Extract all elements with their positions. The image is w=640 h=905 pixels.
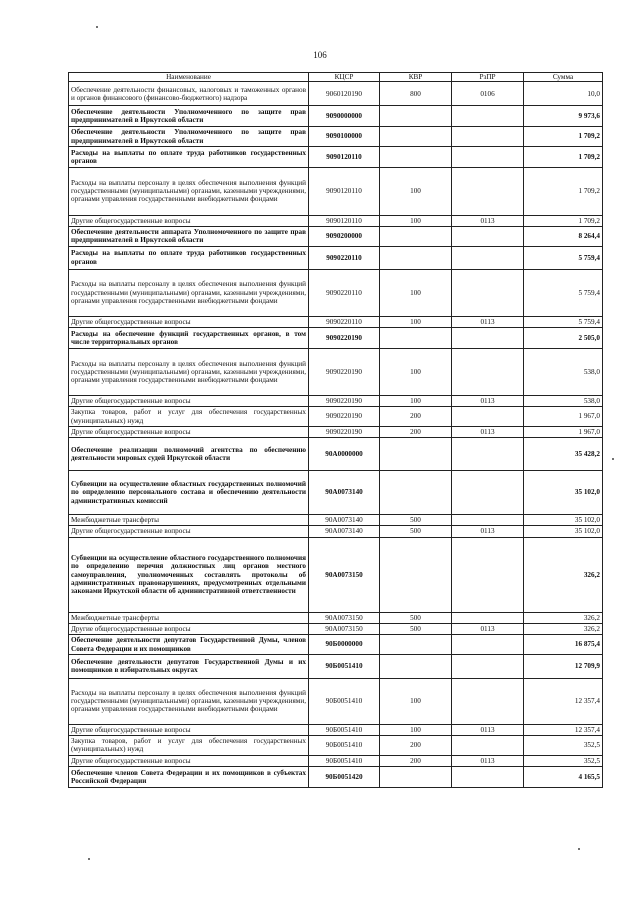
cell-kvr: 500	[380, 612, 452, 623]
cell-name: Другие общегосударственные вопросы	[69, 623, 309, 634]
cell-rzpr	[452, 736, 524, 756]
table-row	[69, 515, 603, 526]
cell-kcsr: 9060120190	[309, 82, 380, 106]
cell-kvr	[380, 635, 452, 655]
cell-name: Другие общегосударственные вопросы	[69, 724, 309, 735]
cell-kvr	[380, 106, 452, 127]
cell-kvr: 100	[380, 724, 452, 735]
cell-sum: 352,5	[524, 755, 603, 766]
table-row	[69, 167, 603, 215]
cell-sum: 12 357,4	[524, 678, 603, 724]
cell-sum: 326,2	[524, 612, 603, 623]
table-row	[69, 215, 603, 226]
cell-rzpr	[452, 348, 524, 395]
table-row	[69, 269, 603, 316]
table-row	[69, 438, 603, 471]
cell-sum: 10,0	[524, 82, 603, 106]
cell-sum: 2 505,0	[524, 327, 603, 348]
cell-rzpr: 0113	[452, 395, 524, 406]
cell-sum: 35 428,2	[524, 438, 603, 471]
cell-rzpr	[452, 766, 524, 787]
cell-kcsr: 9090220190	[309, 426, 380, 437]
column-header-rzpr: РзПР	[452, 73, 524, 82]
table-row	[69, 407, 603, 427]
table-row	[69, 635, 603, 655]
cell-rzpr: 0113	[452, 316, 524, 327]
cell-kcsr: 90Б0000000	[309, 635, 380, 655]
cell-name: Другие общегосударственные вопросы	[69, 526, 309, 537]
cell-sum: 5 759,4	[524, 269, 603, 316]
cell-kcsr: 90Б0051410	[309, 654, 380, 678]
cell-kvr: 800	[380, 82, 452, 106]
page-number: 106	[313, 50, 327, 60]
table-row	[69, 755, 603, 766]
cell-name: Субвенции на осуществление областных государственных полномочий по определению персонального состава и обеспечению деятельности административных комиссий	[69, 471, 309, 515]
cell-kcsr: 9090220110	[309, 246, 380, 269]
cell-kcsr: 90А0073150	[309, 537, 380, 612]
cell-kcsr: 9090200000	[309, 227, 380, 247]
cell-kcsr: 90А0073140	[309, 471, 380, 515]
cell-rzpr	[452, 438, 524, 471]
cell-rzpr	[452, 246, 524, 269]
cell-rzpr	[452, 612, 524, 623]
cell-sum: 35 102,0	[524, 526, 603, 537]
cell-kvr: 200	[380, 755, 452, 766]
cell-kvr	[380, 654, 452, 678]
cell-kvr: 100	[380, 348, 452, 395]
cell-name: Закупка товаров, работ и услуг для обеспечения государственных (муниципальных) нужд	[69, 407, 309, 427]
table-row	[69, 106, 603, 127]
cell-name: Расходы на выплаты персоналу в целях обеспечения выполнения функций государственными (муниципальными) органами, казенными учреждениями, органами управления государственными внебюджетными фондами	[69, 348, 309, 395]
cell-kvr: 500	[380, 515, 452, 526]
cell-rzpr	[452, 515, 524, 526]
cell-kcsr: 9090100000	[309, 127, 380, 147]
cell-kcsr: 9090120110	[309, 167, 380, 215]
cell-kcsr: 9090220110	[309, 269, 380, 316]
cell-kcsr: 9090220190	[309, 407, 380, 427]
column-header-kcsr: КЦСР	[309, 73, 380, 82]
cell-kcsr: 90А0073140	[309, 515, 380, 526]
cell-kcsr: 90Б0051420	[309, 766, 380, 787]
cell-rzpr	[452, 327, 524, 348]
cell-kvr: 100	[380, 678, 452, 724]
cell-sum: 8 264,4	[524, 227, 603, 247]
column-header-kvr: КВР	[380, 73, 452, 82]
table-row	[69, 471, 603, 515]
scan-speck	[578, 848, 580, 850]
cell-kcsr: 90Б0051410	[309, 755, 380, 766]
table-row	[69, 654, 603, 678]
cell-name: Обеспечение деятельности депутатов Государственной Думы и их помощников в избирательных округах	[69, 654, 309, 678]
cell-rzpr	[452, 227, 524, 247]
table-body	[69, 82, 603, 788]
cell-kvr: 200	[380, 426, 452, 437]
table-row	[69, 127, 603, 147]
cell-rzpr: 0106	[452, 82, 524, 106]
table-row	[69, 526, 603, 537]
cell-name: Обеспечение деятельности финансовых, налоговых и таможенных органов и органов финансового (финансово-бюджетного) надзора	[69, 82, 309, 106]
cell-sum: 5 759,4	[524, 246, 603, 269]
cell-kcsr: 90А0000000	[309, 438, 380, 471]
cell-sum: 326,2	[524, 537, 603, 612]
cell-name: Обеспечение членов Совета Федерации и их помощников в субъектах Российской Федерации	[69, 766, 309, 787]
cell-kcsr: 9090000000	[309, 106, 380, 127]
cell-kvr: 200	[380, 736, 452, 756]
cell-kvr	[380, 146, 452, 167]
table-row	[69, 82, 603, 106]
cell-rzpr: 0113	[452, 426, 524, 437]
cell-kvr	[380, 471, 452, 515]
cell-kcsr: 9090120110	[309, 215, 380, 226]
column-header-name: Наименование	[69, 73, 309, 82]
column-header-sum: Сумма	[524, 73, 603, 82]
cell-name: Закупка товаров, работ и услуг для обеспечения государственных (муниципальных) нужд	[69, 736, 309, 756]
cell-rzpr: 0113	[452, 215, 524, 226]
cell-kcsr: 90Б0051410	[309, 736, 380, 756]
cell-rzpr	[452, 537, 524, 612]
cell-sum: 12 357,4	[524, 724, 603, 735]
cell-kvr: 100	[380, 269, 452, 316]
cell-sum: 5 759,4	[524, 316, 603, 327]
cell-sum: 1 967,0	[524, 426, 603, 437]
table-row	[69, 766, 603, 787]
cell-kvr: 100	[380, 316, 452, 327]
scan-speck	[612, 458, 614, 460]
cell-name: Другие общегосударственные вопросы	[69, 316, 309, 327]
cell-kcsr: 90А0073150	[309, 612, 380, 623]
cell-kcsr: 9090120110	[309, 146, 380, 167]
cell-name: Обеспечение деятельности Уполномоченного по защите прав предпринимателей в Иркутской области	[69, 127, 309, 147]
cell-name: Межбюджетные трансферты	[69, 515, 309, 526]
cell-sum: 1 709,2	[524, 146, 603, 167]
cell-name: Обеспечение деятельности Уполномоченного по защите прав предпринимателей в Иркутской области	[69, 106, 309, 127]
cell-name: Другие общегосударственные вопросы	[69, 755, 309, 766]
table-row	[69, 736, 603, 756]
cell-name: Межбюджетные трансферты	[69, 612, 309, 623]
cell-name: Обеспечение деятельности депутатов Государственной Думы, членов Совета Федерации и их помощников	[69, 635, 309, 655]
scan-speck	[96, 26, 98, 28]
cell-kvr: 200	[380, 407, 452, 427]
table-row	[69, 426, 603, 437]
cell-sum: 1 709,2	[524, 127, 603, 147]
table-row	[69, 678, 603, 724]
cell-rzpr	[452, 471, 524, 515]
table-row	[69, 537, 603, 612]
table-header-row	[69, 73, 603, 82]
cell-sum: 1 709,2	[524, 167, 603, 215]
cell-kcsr: 9090220190	[309, 327, 380, 348]
cell-rzpr: 0113	[452, 623, 524, 634]
cell-sum: 4 165,5	[524, 766, 603, 787]
cell-kvr	[380, 327, 452, 348]
cell-rzpr	[452, 407, 524, 427]
cell-name: Расходы на выплаты персоналу в целях обеспечения выполнения функций государственными (муниципальными) органами, казенными учреждениями, органами управления государственными внебюджетными фондами	[69, 269, 309, 316]
cell-sum: 326,2	[524, 623, 603, 634]
cell-rzpr	[452, 167, 524, 215]
cell-name: Расходы на выплаты персоналу в целях обеспечения выполнения функций государственными (муниципальными) органами, казенными учреждениями, органами управления государственными внебюджетными фондами	[69, 678, 309, 724]
cell-name: Расходы на выплаты по оплате труда работников государственных органов	[69, 146, 309, 167]
table-row	[69, 348, 603, 395]
cell-rzpr: 0113	[452, 755, 524, 766]
cell-sum: 538,0	[524, 395, 603, 406]
cell-sum: 12 709,9	[524, 654, 603, 678]
cell-kvr	[380, 438, 452, 471]
cell-kcsr: 90А0073140	[309, 526, 380, 537]
cell-sum: 35 102,0	[524, 515, 603, 526]
cell-name: Расходы на обеспечение функций государственных органов, в том числе территориальных органов	[69, 327, 309, 348]
cell-rzpr	[452, 635, 524, 655]
table-row	[69, 146, 603, 167]
cell-rzpr: 0113	[452, 526, 524, 537]
cell-rzpr	[452, 127, 524, 147]
cell-name: Другие общегосударственные вопросы	[69, 395, 309, 406]
cell-sum: 538,0	[524, 348, 603, 395]
table-row	[69, 246, 603, 269]
cell-kvr	[380, 227, 452, 247]
cell-name: Обеспечение деятельности аппарата Уполномоченного по защите прав предпринимателей в Иркутской области	[69, 227, 309, 247]
cell-rzpr	[452, 146, 524, 167]
cell-name: Другие общегосударственные вопросы	[69, 426, 309, 437]
cell-sum: 16 875,4	[524, 635, 603, 655]
cell-kcsr: 90Б0051410	[309, 724, 380, 735]
cell-kcsr: 9090220190	[309, 348, 380, 395]
cell-sum: 9 973,6	[524, 106, 603, 127]
table-row	[69, 623, 603, 634]
cell-kvr: 500	[380, 526, 452, 537]
cell-kcsr: 9090220190	[309, 395, 380, 406]
cell-sum: 352,5	[524, 736, 603, 756]
cell-sum: 35 102,0	[524, 471, 603, 515]
cell-rzpr	[452, 678, 524, 724]
cell-rzpr	[452, 106, 524, 127]
table-row	[69, 327, 603, 348]
table-row	[69, 612, 603, 623]
cell-kvr	[380, 537, 452, 612]
cell-kvr	[380, 246, 452, 269]
budget-table	[68, 72, 603, 788]
cell-rzpr: 0113	[452, 724, 524, 735]
cell-sum: 1 709,2	[524, 215, 603, 226]
cell-kcsr: 90А0073150	[309, 623, 380, 634]
cell-kvr: 500	[380, 623, 452, 634]
table-row	[69, 395, 603, 406]
cell-sum: 1 967,0	[524, 407, 603, 427]
cell-kvr: 100	[380, 167, 452, 215]
cell-kvr: 100	[380, 395, 452, 406]
table-row	[69, 316, 603, 327]
cell-name: Другие общегосударственные вопросы	[69, 215, 309, 226]
cell-name: Расходы на выплаты персоналу в целях обеспечения выполнения функций государственными (муниципальными) органами, казенными учреждениями, органами управления государственными внебюджетными фондами	[69, 167, 309, 215]
table-row	[69, 724, 603, 735]
cell-rzpr	[452, 269, 524, 316]
cell-name: Обеспечение реализации полномочий агентства по обеспечению деятельности мировых судей Иркутской области	[69, 438, 309, 471]
cell-kvr: 100	[380, 215, 452, 226]
cell-rzpr	[452, 654, 524, 678]
cell-name: Расходы на выплаты по оплате труда работников государственных органов	[69, 246, 309, 269]
table-row	[69, 227, 603, 247]
cell-kcsr: 90Б0051410	[309, 678, 380, 724]
cell-kvr	[380, 766, 452, 787]
cell-kcsr: 9090220110	[309, 316, 380, 327]
cell-name: Субвенции на осуществление областного государственного полномочия по определению перечня должностных лиц органов местного самоуправления, уполномоченных составлять протоколы об административных правонарушениях, предусмотренных отдельными законами Иркутской области об административной ответственности	[69, 537, 309, 612]
scan-speck	[88, 858, 90, 860]
cell-kvr	[380, 127, 452, 147]
